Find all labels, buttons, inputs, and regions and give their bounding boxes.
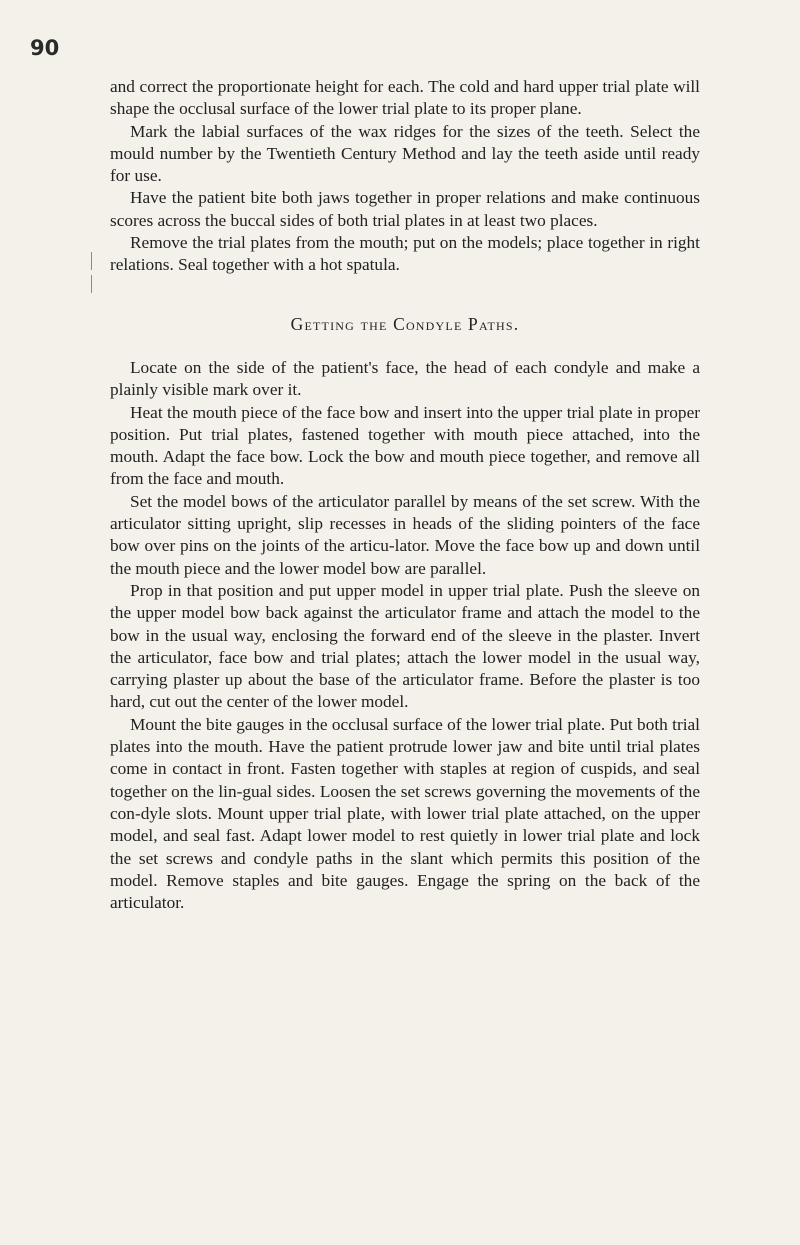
paragraph: Set the model bows of the articulator parallel by means of the set screw. With the articulator sitting upright, slip recesses in heads of the sliding pointers of the face bow over pins on the joints of the articu-lator. Move the face bow up and down until the mouth piece and the lower model bow are parallel. <box>110 491 700 578</box>
margin-mark <box>91 252 92 270</box>
paragraph: Mark the labial surfaces of the wax ridges for the sizes of the teeth. Select the mould number by the Twentieth Century Method and lay the teeth aside until ready for use. <box>110 121 700 186</box>
paragraph: Prop in that position and put upper model in upper trial plate. Push the sleeve on the upper model bow back against the articulator frame and attach the model to the bow in the usual way, enclosing the forward end of the sleeve in the plaster. Invert the articulator, face bow and trial plates; attach the lower model in the usual way, carrying plaster up about the base of the articulator frame. Before the plaster is too hard, cut out the center of the lower model. <box>110 580 700 712</box>
paragraph: Remove the trial plates from the mouth; put on the models; place together in right relations. Seal together with a hot spatula. <box>110 233 700 275</box>
paragraph: Have the patient bite both jaws together in proper relations and make continuous scores across the buccal sides of both trial plates in at least two places. <box>110 188 700 230</box>
margin-mark <box>91 275 92 293</box>
paragraph: Heat the mouth piece of the face bow and insert into the upper trial plate in proper position. Put trial plates, fastened together with mouth piece attached, into the mouth. Adapt the face bow. Lock the bow and mouth piece together, and remove all from the face and mouth. <box>110 402 700 489</box>
paragraph: Mount the bite gauges in the occlusal surface of the lower trial plate. Put both trial plates into the mouth. Have the patient protrude lower jaw and bite until trial plates come in contact in front. Fasten together with staples at region of cuspids, and seal together on the lin-gual sides. Loosen the set screws governing the movements of the con-dyle slots. Mount upper trial plate, with lower trial plate attached, on the upper model, and seal fast. Adapt lower model to rest quietly in lower trial plate and lock the set screws and condyle paths in the slant which permits this position of the model. Remove staples and bite gauges. Engage the spring on the back of the articulator. <box>110 714 700 913</box>
paragraph: and correct the proportionate height for each. The cold and hard upper trial plate will shape the occlusal surface of the lower trial plate to its proper plane. <box>110 77 700 119</box>
body-text <box>110 76 700 914</box>
paragraph: Locate on the side of the patient's face, the head of each condyle and make a plainly visible mark over it. <box>110 357 700 400</box>
page-number: 90 <box>30 36 60 60</box>
section-heading: Getting the Condyle Paths. <box>290 313 520 334</box>
